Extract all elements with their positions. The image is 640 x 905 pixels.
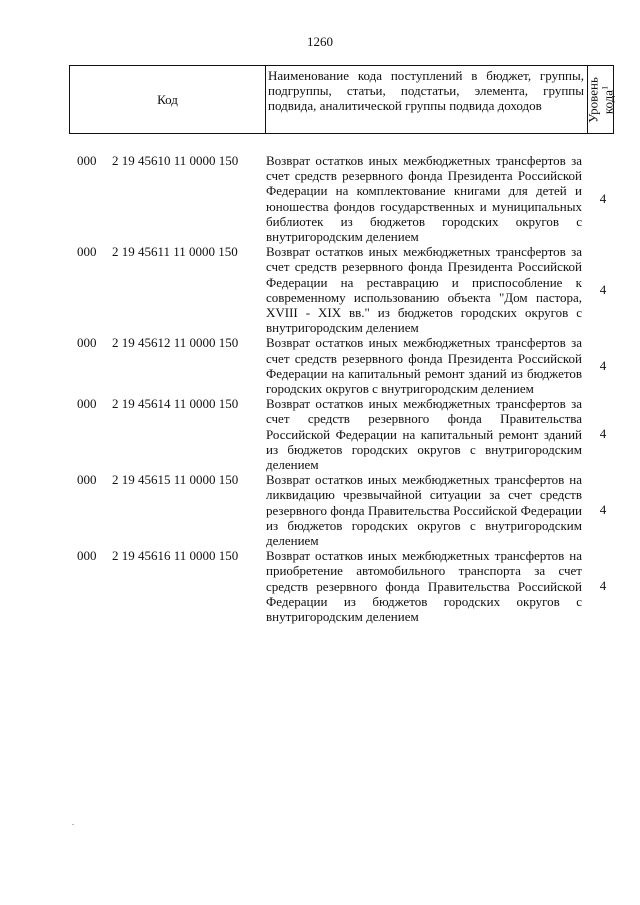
row-name: Возврат остатков иных межбюджетных трансфертов за счет средств резервного фонда Правительства Российской Федерации на капитальный ремонт зданий из бюджетов городских округов с внутригородским делением: [266, 396, 582, 473]
table-row: [0, 396, 640, 472]
row-code: 2 19 45615 11 0000 150: [112, 472, 239, 488]
header-level-label: [584, 76, 616, 123]
header-code-column: Код: [70, 66, 266, 133]
header-name-column: Наименование кода поступлений в бюджет, группы, подгруппы, статьи, подстатьи, элемента, группы подвида, аналитической группы подвида доходов: [266, 66, 588, 133]
row-level: 4: [599, 426, 607, 442]
table-row: [0, 244, 640, 335]
page-number: 1260: [307, 34, 333, 49]
header-level-line2-text: кода: [600, 89, 616, 114]
page-mark: .: [72, 818, 74, 827]
row-prefix: 000: [77, 335, 97, 351]
table-row: [0, 548, 640, 624]
table-row: [0, 153, 640, 244]
row-code: 2 19 45616 11 0000 150: [112, 548, 239, 564]
row-prefix: 000: [77, 548, 97, 564]
header-level-column: [584, 66, 616, 133]
row-level: 4: [599, 281, 607, 297]
row-level: 4: [599, 357, 607, 373]
row-level: 4: [599, 578, 607, 594]
table-row: [0, 335, 640, 396]
header-level-footnote: 1: [599, 85, 609, 90]
header-level-line2: [599, 77, 614, 123]
row-prefix: 000: [77, 472, 97, 488]
row-code: 2 19 45611 11 0000 150: [112, 244, 238, 260]
row-name: Возврат остатков иных межбюджетных трансфертов за счет средств резервного фонда Президента Российской Федерации на реставрацию и приспособление к современному использованию объекта "Дом пастора, XVIII - XIX вв." из бюджетов городских округов с внутригородским делением: [266, 244, 582, 336]
row-code: 2 19 45610 11 0000 150: [112, 153, 239, 168]
table-row: [0, 472, 640, 548]
table-body: [0, 153, 640, 624]
row-prefix: 000: [77, 244, 97, 260]
row-code: 2 19 45614 11 0000 150: [112, 396, 239, 412]
table-header: [69, 65, 614, 134]
row-name: Возврат остатков иных межбюджетных трансфертов на приобретение автомобильного транспорта за счет средств резервного фонда Правительства Российской Федерации из бюджетов городских округов с внутригородским делением: [266, 548, 582, 625]
row-prefix: 000: [77, 396, 97, 412]
row-level: 4: [599, 190, 607, 206]
header-level-line1: Уровень: [584, 76, 600, 123]
row-name: Возврат остатков иных межбюджетных трансфертов за счет средств резервного фонда Президента Российской Федерации на комплектование книгами для детей и юношества фондов государственных и муниципальных библиотек из бюджетов городских округов с внутригородским делением: [266, 153, 582, 245]
row-name: Возврат остатков иных межбюджетных трансфертов за счет средств резервного фонда Президента Российской Федерации на капитальный ремонт зданий из бюджетов городских округов с внутригородским делением: [266, 335, 582, 397]
row-prefix: 000: [77, 153, 97, 168]
row-level: 4: [599, 502, 607, 518]
row-name: Возврат остатков иных межбюджетных трансфертов на ликвидацию чрезвычайной ситуации за счет средств резервного фонда Правительства Российской Федерации из бюджетов городских округов с внутригородским делением: [266, 472, 582, 549]
row-code: 2 19 45612 11 0000 150: [112, 335, 239, 351]
